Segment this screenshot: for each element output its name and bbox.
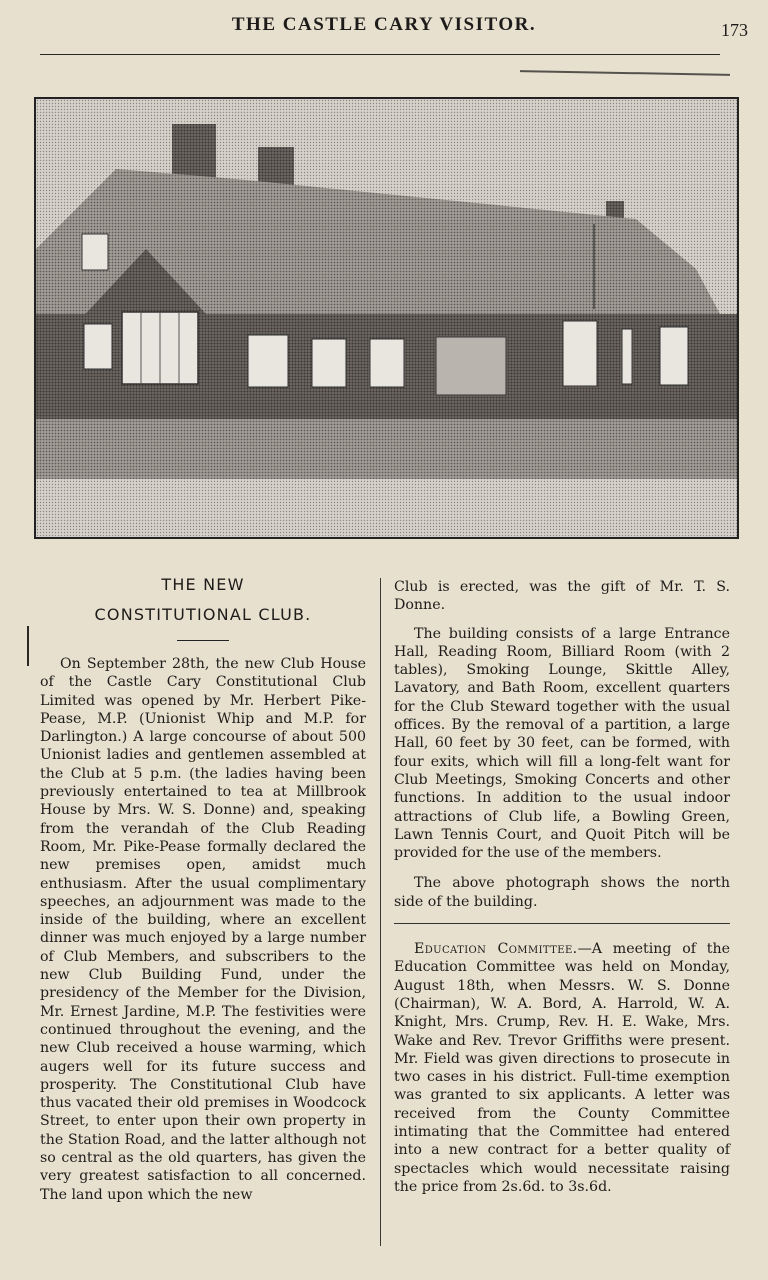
title-rule <box>177 640 229 641</box>
right-column <box>394 578 730 1196</box>
education-committee-heading: Education Committee. <box>414 941 578 958</box>
article-paragraph-1: On September 28th, the new Club House of the Castle Cary Constitutional Club Limited was opened by Mr. Herbert Pike-Pease, M.P. (Unionist Whip and M.P. for Darlington.) A large concourse of about 500 Unionist ladies and gentlemen assembled at the Club at 5 p.m. (the ladies having been previously entertained to tea at Millbrook House by Mrs. W. S. Donne) and, speaking from the verandah of the Club Reading Room, Mr. Pike-Pease formally declared the new premises open, amidst much enthusiasm. After the usual complimentary speeches, an adjournment was made to the inside of the building, where an excellent dinner was much enjoyed by a large number of Club Members, and subscribers to the new Club Building Fund, under the presidency of the Member for the Division, Mr. Ernest Jardine, M.P. The festivities were continued throughout the evening, and the new Club received a house warming, which augers well for its future success and prosperity. The Constitutional Club have thus vacated their old premises in Woodcock Street, to enter upon their own property in the Station Road, and the latter although not so central as the old quarters, has given the very greatest satisfaction to all concerned. The land upon which the new <box>40 656 366 1203</box>
header-smudge-rule <box>520 70 730 76</box>
article-paragraph-3: The above photograph shows the north side of the building. <box>394 875 730 910</box>
section-rule <box>394 923 730 924</box>
running-head <box>0 14 768 42</box>
education-committee-body: —A meeting of the Education Committee was held on Monday, August 18th, when Messrs. W. S. Donne (Chairman), W. A. Bord, A. Harrold, W. A. Knight, Mrs. Crump, Rev. H. E. Wake, Mrs. Wake and Rev. Trevor Griffiths were present. Mr. Field was given directions to prosecute in two cases in his district. Full-time exemption was granted to six applicants. A letter was received from the County Committee intimating that the Committee had entered into a new contract for a better quality of spectacles which would necessitate raising the price from 2s.6d. to 3s.6d. <box>394 941 730 1195</box>
paragraph-gap <box>394 862 730 874</box>
margin-ink-mark <box>27 626 29 666</box>
journal-title: THE CASTLE CARY VISITOR. <box>231 14 537 35</box>
paragraph-gap <box>394 615 730 625</box>
article-paragraph-1-continued: Club is erected, was the gift of Mr. T. S. Donne. <box>394 579 730 614</box>
column-divider <box>380 578 381 1246</box>
paragraph-gap <box>394 911 730 921</box>
page-number: 173 <box>721 20 748 40</box>
left-column <box>40 570 366 1204</box>
article-title-line-1: THE NEW <box>161 575 245 594</box>
club-house-photograph <box>34 97 739 539</box>
article-paragraph-2: The building consists of a large Entrance Hall, Reading Room, Billiard Room (with 2 tables), Smoking Lounge, Skittle Alley, Lavatory, and Bath Room, excellent quarters for the Club Steward together with the usual offices. By the removal of a partition, a large Hall, 60 feet by 30 feet, can be formed, with four exits, which will fill a long-felt want for Club Meetings, Smoking Concerts and other functions. In addition to the usual indoor attractions of Club life, a Bowling Green, Lawn Tennis Court, and Quoit Pitch will be provided for the use of the members. <box>394 625 730 862</box>
header-rule <box>40 54 720 55</box>
article-title-line-2: CONSTITUTIONAL CLUB. <box>94 605 312 624</box>
article-title <box>40 570 366 630</box>
photograph-drawing <box>36 99 737 537</box>
education-committee-paragraph <box>394 940 730 1196</box>
